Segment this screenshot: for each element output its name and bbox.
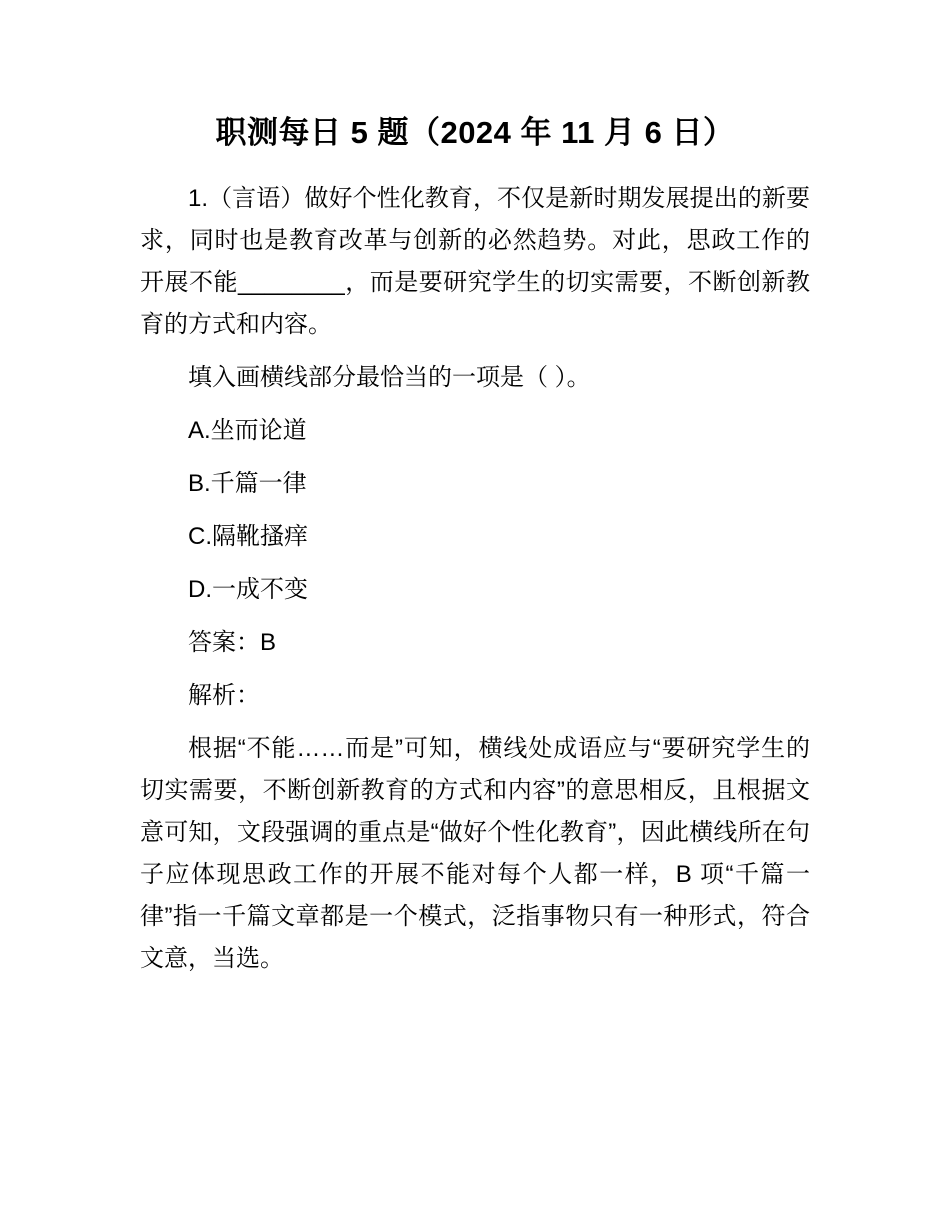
- option-b: B.千篇一律: [188, 470, 307, 497]
- question-prompt: 填入画横线部分最恰当的一项是（ ）。: [188, 364, 591, 391]
- page-title: 职测每日 5 题（2024 年 11 月 6 日）: [215, 115, 735, 150]
- option-d: D.一成不变: [188, 576, 308, 603]
- analysis-text: 根据“不能……而是”可知，横线处成语应与“要研究学生的切实需要，不断创新教育的方式和内容”的意思相反，且根据文意可知，文段强调的重点是“做好个性化教育”，因此横线所在句子应体现思政工作的开展不能对每个人都一样，B 项“千篇一律”指一千篇文章都是一个模式，泛指事物只有一种形式，符合文意，当选。: [140, 735, 810, 972]
- analysis-label: 解析：: [188, 682, 260, 709]
- question-stem: 1.（言语）做好个性化教育，不仅是新时期发展提出的新要求，同时也是教育改革与创新的必然趋势。对此，思政工作的开展不能________，而是要研究学生的切实需要，不断创新教育的方式和内容。: [140, 185, 810, 338]
- option-c: C.隔靴搔痒: [188, 523, 308, 550]
- answer-line: 答案：B: [188, 629, 277, 656]
- option-a: A.坐而论道: [188, 417, 307, 444]
